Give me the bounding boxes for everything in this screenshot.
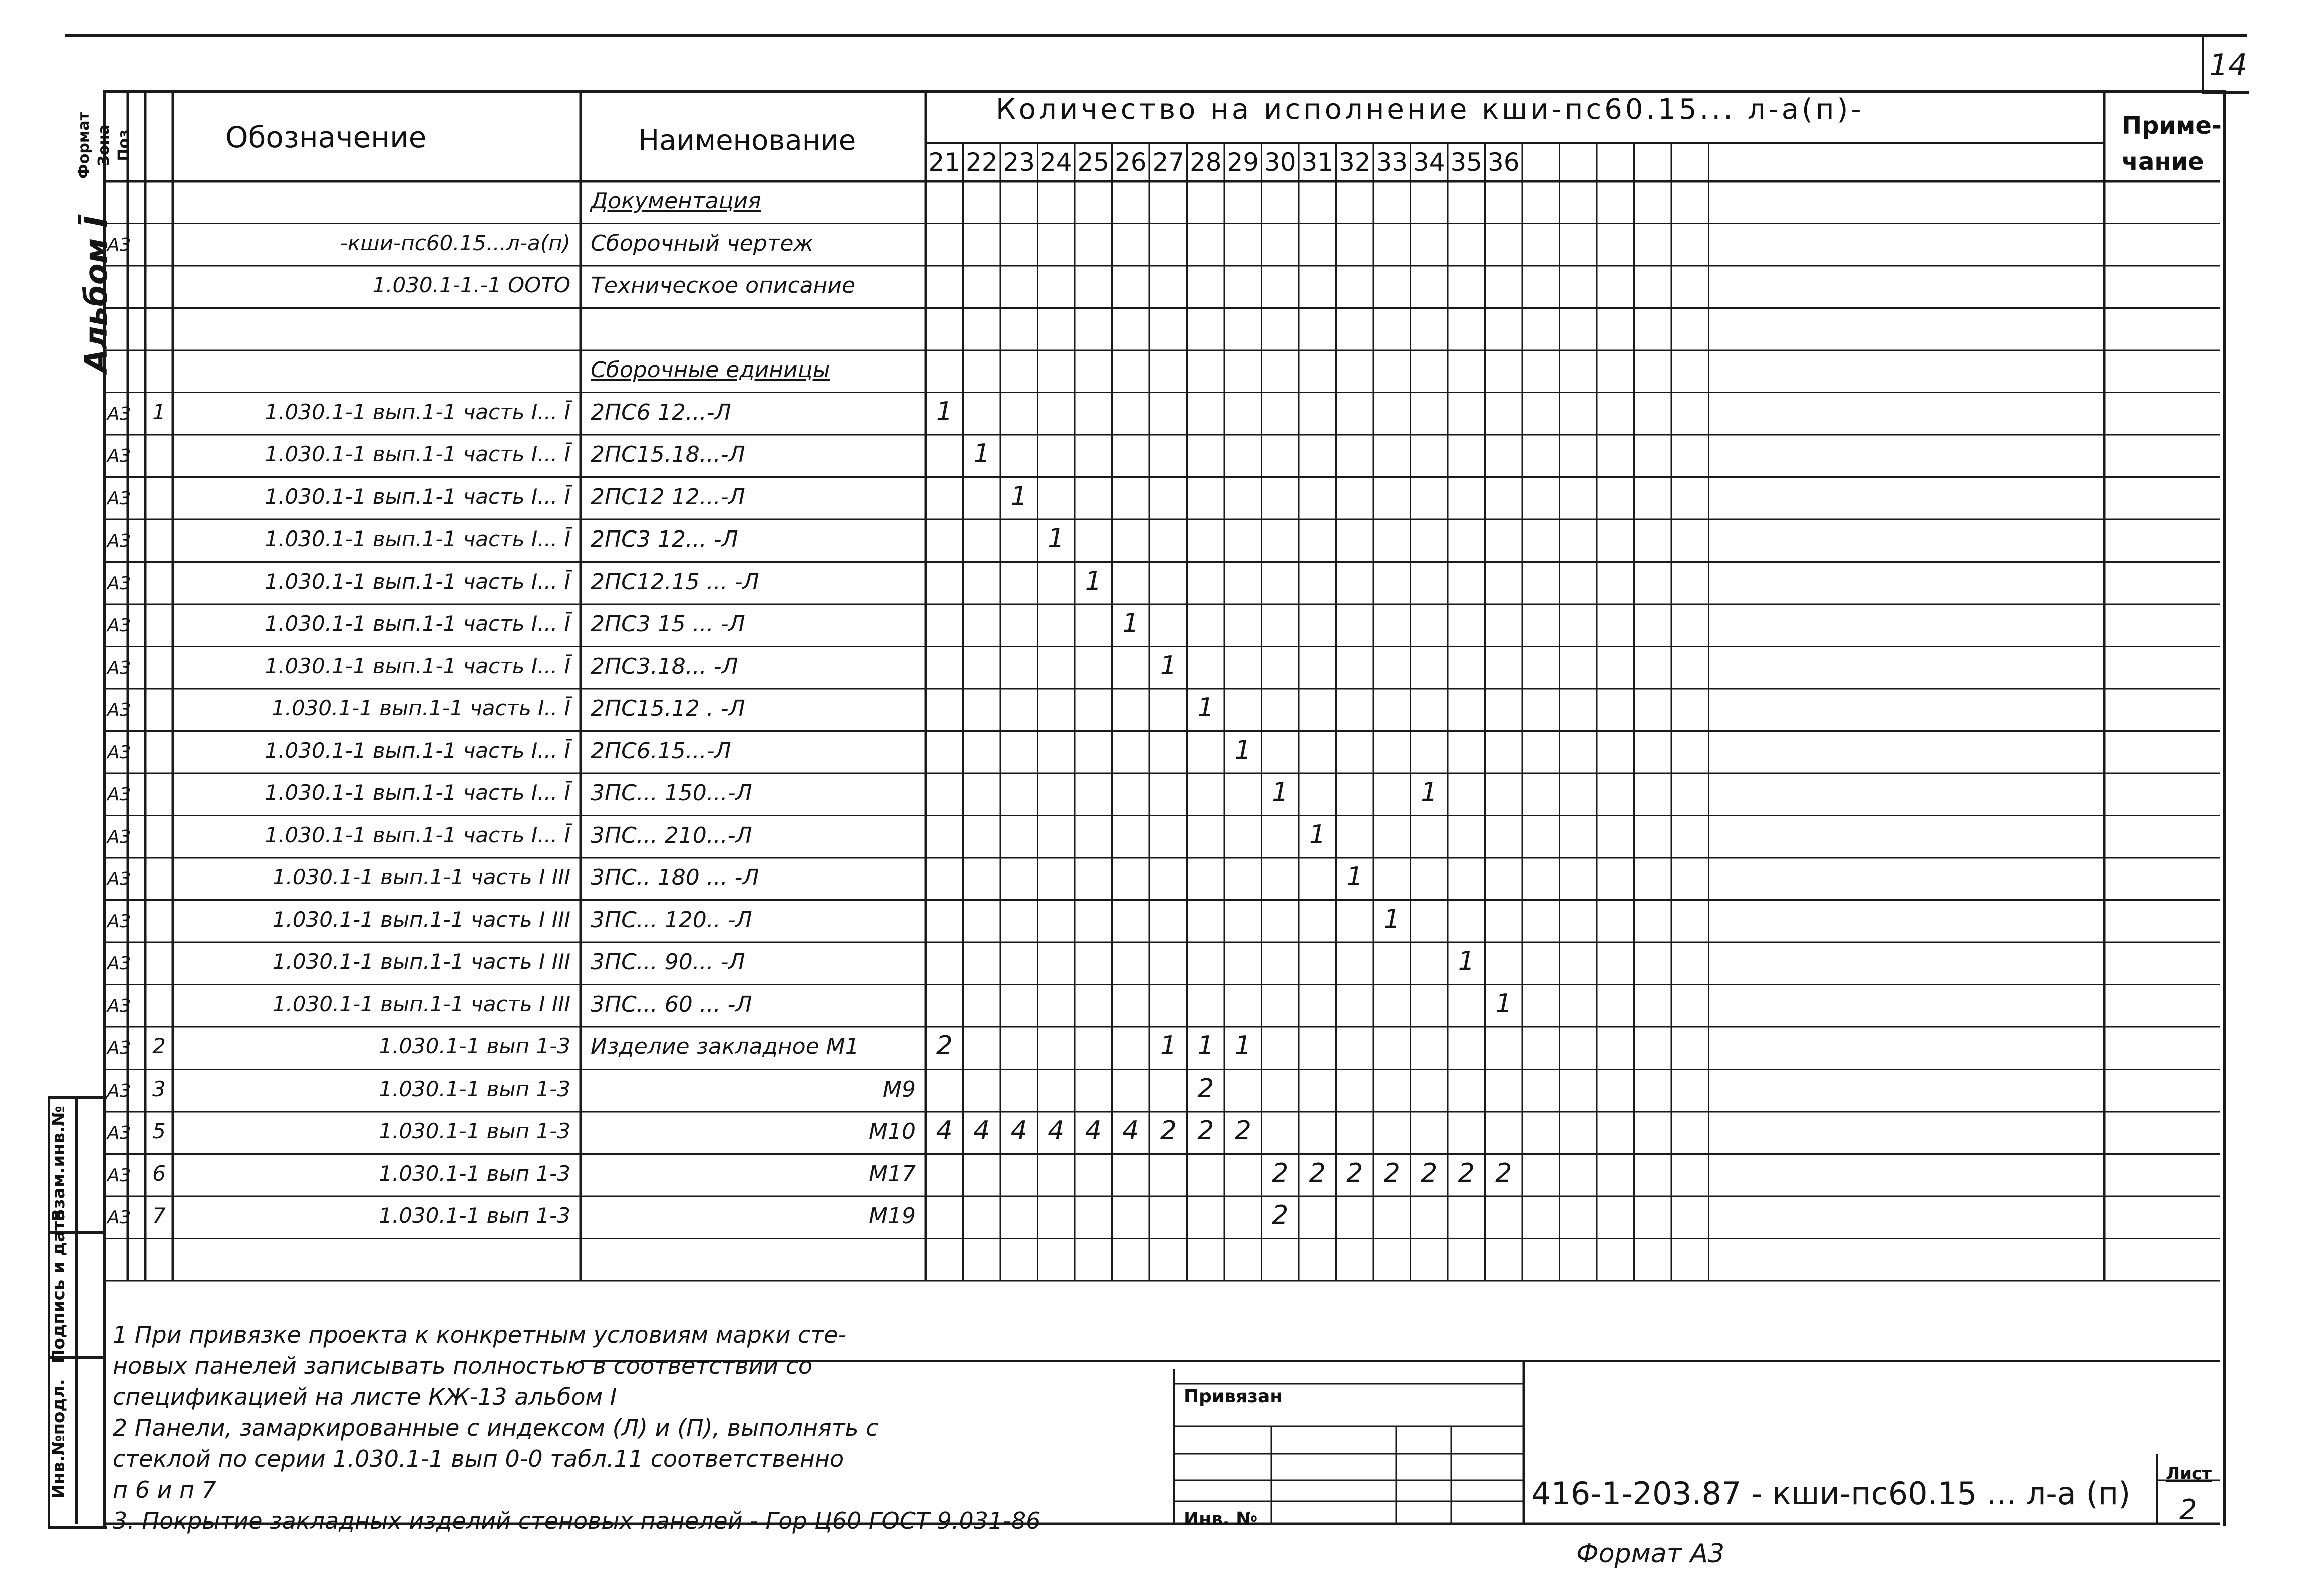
row-designation: 1.030.1-1 вып 1-3	[379, 1076, 570, 1101]
row-quantity: 4	[1085, 1116, 1102, 1146]
row-quantity: 1	[1010, 481, 1027, 511]
row-position: 6	[152, 1161, 166, 1186]
album-label: Альбом Ī	[78, 216, 114, 373]
row-quantity: 1	[1085, 566, 1102, 596]
row-name: 2ПС12.15 ... -Л	[591, 569, 759, 595]
note-line: спецификацией на листе КЖ-13 альбом I	[113, 1383, 617, 1410]
row-designation: 1.030.1-1 вып.1-1 часть I... Ī	[265, 569, 570, 594]
row-name: 2ПС3 15 ... -Л	[591, 611, 745, 637]
quantity-column-header: 36	[1487, 148, 1520, 177]
title-code: 416-1-203.87 - кши-пс60.15 ... л-а (п)	[1531, 1475, 2131, 1512]
row-format: А3	[107, 403, 131, 424]
row-format: А3	[107, 530, 131, 551]
row-quantity: 1	[1458, 946, 1475, 976]
row-format: А3	[107, 742, 131, 763]
row-format: А3	[107, 488, 131, 509]
row-quantity: 1	[1160, 1031, 1177, 1061]
row-quantity: 2	[1234, 1116, 1251, 1146]
row-quantity: 1	[1197, 1031, 1214, 1061]
row-quantity: 2	[1272, 1158, 1289, 1188]
row-designation: 1.030.1-1 вып.1-1 часть I... Ī	[265, 484, 570, 509]
row-name: 3ПС... 150...-Л	[591, 780, 752, 806]
note-line: 2 Панели, замаркированные с индексом (Л) и (П), выполнять с	[113, 1414, 879, 1441]
row-format: А3	[107, 911, 131, 932]
row-name: М9	[883, 1076, 916, 1102]
row-quantity: 4	[1010, 1116, 1027, 1146]
row-quantity: 2	[1495, 1158, 1512, 1188]
row-format: А3	[107, 995, 131, 1016]
row-name: 2ПС3 12... -Л	[591, 526, 738, 552]
row-name: М19	[869, 1203, 916, 1229]
row-quantity: 1	[1309, 819, 1326, 850]
row-quantity: 2	[1272, 1200, 1289, 1230]
row-format: А3	[107, 446, 131, 466]
quantity-column-header: 21	[928, 148, 961, 177]
header-pos: Поз	[115, 129, 133, 161]
row-name: 3ПС... 60 ... -Л	[591, 991, 752, 1017]
row-designation: 1.030.1-1.-1 ООТО	[372, 273, 570, 297]
row-format: А3	[107, 1038, 131, 1058]
quantity-column-header: 26	[1114, 148, 1147, 177]
row-quantity: 2	[1383, 1158, 1400, 1188]
note-line: 3. Покрытие закладных изделий стеновых панелей - Гор Ц60 ГОСТ 9.031-86	[113, 1507, 1041, 1534]
row-format: А3	[107, 615, 131, 636]
row-name: 3ПС.. 180 ... -Л	[591, 865, 759, 890]
row-format: А3	[107, 234, 131, 255]
row-name: 2ПС12 12...-Л	[591, 484, 745, 510]
row-name: М10	[869, 1119, 916, 1144]
quantity-column-header: 24	[1040, 148, 1072, 177]
row-quantity: 2	[1197, 1073, 1214, 1104]
row-quantity: 1	[1048, 523, 1065, 554]
row-name: Сборочный чертеж	[591, 230, 814, 256]
row-name: Техническое описание	[591, 273, 856, 298]
sheet-corner-number: 14	[2209, 48, 2248, 83]
row-quantity: 2	[1309, 1158, 1326, 1188]
row-format: А3	[107, 1123, 131, 1143]
quantity-column-header: 30	[1264, 148, 1296, 177]
row-name: 3ПС... 210...-Л	[591, 822, 752, 848]
row-name: 3ПС... 120.. -Л	[591, 907, 752, 933]
row-designation: 1.030.1-1 вып 1-3	[379, 1203, 570, 1228]
row-name: 2ПС15.18...-Л	[591, 442, 745, 467]
note-line: 1 При привязке проекта к конкретным условиям марки сте-	[113, 1321, 847, 1348]
row-format: А3	[107, 826, 131, 847]
row-designation: 1.030.1-1 вып.1-1 часть I... Ī	[265, 399, 570, 424]
row-format: А3	[107, 953, 131, 974]
row-quantity: 1	[1272, 777, 1289, 807]
quantity-column-header: 33	[1376, 148, 1408, 177]
row-quantity: 4	[973, 1116, 990, 1146]
row-format: А3	[107, 1080, 131, 1101]
row-quantity: 1	[1197, 693, 1214, 723]
inv-label: Инв. №	[1184, 1509, 1258, 1529]
row-format: А3	[107, 657, 131, 678]
row-format: А3	[107, 869, 131, 889]
list-label: Лист	[2166, 1464, 2212, 1484]
format-label: Формат А3	[1576, 1539, 1725, 1569]
row-quantity: 1	[1234, 1031, 1251, 1061]
row-designation: 1.030.1-1 вып 1-3	[379, 1119, 570, 1143]
row-designation: 1.030.1-1 вып.1-1 часть I... Ī	[265, 653, 570, 678]
row-name: 2ПС6 12...-Л	[591, 399, 731, 425]
list-number: 2	[2179, 1494, 2197, 1526]
row-format: А3	[107, 784, 131, 805]
quantity-column-header: 31	[1301, 148, 1334, 177]
side-stamp-signature: Подпись и дата	[49, 1209, 69, 1364]
row-quantity: 2	[936, 1031, 953, 1061]
row-position: 3	[152, 1076, 166, 1101]
note-line: новых панелей записывать полностью в соответствии со	[113, 1352, 813, 1379]
row-quantity: 2	[1458, 1158, 1475, 1188]
row-designation: 1.030.1-1 вып.1-1 часть I III	[272, 991, 570, 1016]
row-format: А3	[107, 1207, 131, 1228]
row-quantity: 2	[1197, 1116, 1214, 1146]
note-line: п 6 и п 7	[113, 1476, 217, 1503]
row-quantity: 2	[1160, 1116, 1177, 1146]
row-designation: 1.030.1-1 вып.1-1 часть I III	[272, 949, 570, 974]
quantity-column-header: 34	[1413, 148, 1445, 177]
quantity-column-header: 22	[965, 148, 998, 177]
quantity-column-header: 27	[1152, 148, 1185, 177]
header-name: Наименование	[638, 124, 856, 157]
row-format: А3	[107, 573, 131, 594]
header-note: Приме- чание	[2122, 112, 2222, 176]
row-name: Изделие закладное М1	[591, 1034, 859, 1059]
side-stamp-replace: Взам.инв.№	[49, 1106, 69, 1222]
row-name: Сборочные единицы	[591, 357, 830, 383]
row-quantity: 1	[1421, 777, 1438, 807]
row-format: А3	[107, 700, 131, 720]
note-line: стеклой по серии 1.030.1-1 вып 0-0 табл.11 соответственно	[113, 1445, 844, 1472]
row-format: А3	[107, 1165, 131, 1186]
row-position: 7	[152, 1203, 166, 1228]
row-quantity: 1	[1383, 904, 1400, 934]
row-designation: 1.030.1-1 вып.1-1 часть I.. Ī	[271, 696, 570, 720]
quantity-column-header: 32	[1338, 148, 1371, 177]
row-quantity: 2	[1421, 1158, 1438, 1188]
header-quantity-title: Количество на исполнение кши-пс60.15... л-а(п)-	[996, 93, 1864, 126]
row-quantity: 1	[1234, 735, 1251, 765]
row-designation: 1.030.1-1 вып.1-1 часть I... Ī	[265, 738, 570, 763]
row-position: 5	[152, 1119, 166, 1143]
privyazan-label: Привязан	[1184, 1386, 1283, 1407]
row-name: 3ПС... 90... -Л	[591, 949, 745, 975]
row-position: 1	[152, 399, 166, 424]
row-quantity: 4	[1048, 1116, 1065, 1146]
row-name: М17	[869, 1161, 916, 1187]
quantity-column-header: 35	[1450, 148, 1483, 177]
row-quantity: 1	[1495, 988, 1512, 1019]
row-position: 2	[152, 1034, 166, 1058]
header-zone: Зона	[95, 124, 113, 166]
row-quantity: 1	[1122, 608, 1139, 638]
quantity-column-header: 28	[1189, 148, 1222, 177]
row-name: 2ПС6.15...-Л	[591, 738, 731, 764]
row-designation: 1.030.1-1 вып.1-1 часть I... Ī	[265, 526, 570, 551]
row-name: Документация	[591, 188, 761, 214]
row-name: 2ПС3.18... -Л	[591, 653, 738, 679]
row-quantity: 4	[936, 1116, 953, 1146]
row-designation: 1.030.1-1 вып.1-1 часть I... Ī	[265, 822, 570, 847]
row-name: 2ПС15.12 . -Л	[591, 696, 745, 721]
row-designation: 1.030.1-1 вып 1-3	[379, 1161, 570, 1186]
row-quantity: 1	[1160, 650, 1177, 681]
quantity-column-header: 29	[1227, 148, 1259, 177]
row-designation: 1.030.1-1 вып.1-1 часть I... Ī	[265, 780, 570, 805]
row-designation: 1.030.1-1 вып 1-3	[379, 1034, 570, 1058]
row-designation: 1.030.1-1 вып.1-1 часть I III	[272, 865, 570, 889]
header-format: Формат	[75, 112, 93, 179]
row-designation: -кши-пс60.15...л-а(п)	[340, 230, 570, 255]
row-designation: 1.030.1-1 вып.1-1 часть I... Ī	[265, 611, 570, 636]
row-designation: 1.030.1-1 вып.1-1 часть I... Ī	[265, 442, 570, 466]
row-quantity: 1	[936, 396, 953, 427]
side-stamp-inv: Инв.№подл.	[49, 1379, 69, 1499]
row-designation: 1.030.1-1 вып.1-1 часть I III	[272, 907, 570, 932]
row-quantity: 2	[1346, 1158, 1363, 1188]
row-quantity: 1	[1346, 862, 1363, 892]
quantity-column-header: 23	[1003, 148, 1035, 177]
quantity-column-header: 25	[1077, 148, 1110, 177]
row-quantity: 1	[973, 439, 990, 469]
row-quantity: 4	[1122, 1116, 1139, 1146]
header-designation: Обозначение	[225, 120, 427, 154]
